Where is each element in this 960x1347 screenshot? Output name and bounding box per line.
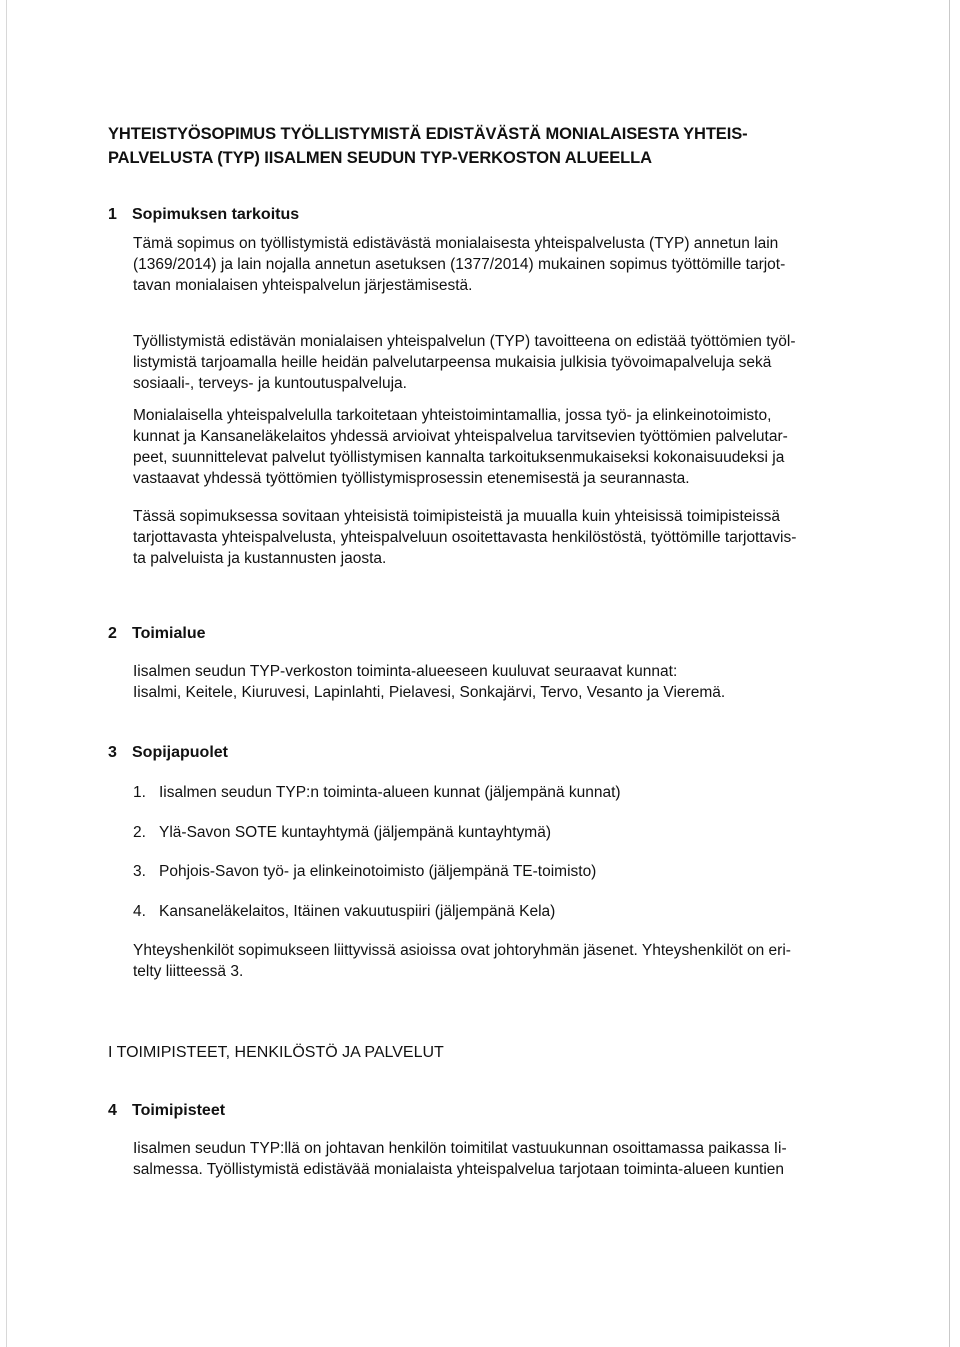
text-line: Iisalmi, Keitele, Kiuruvesi, Lapinlahti, Pielavesi, Sonkajärvi, Tervo, Vesanto ja Vieremä.	[133, 684, 726, 701]
section-title: Toimialue	[132, 625, 206, 642]
list-text: Kansaneläkelaitos, Itäinen vakuutuspiiri (jäljempänä Kela)	[159, 903, 556, 920]
scan-edge-left	[6, 0, 7, 1347]
section-2-heading	[108, 623, 206, 645]
text-line: Iisalmen seudun TYP-verkoston toiminta-alueeseen kuuluvat seuraavat kunnat:	[133, 663, 678, 680]
section-number: 1	[108, 206, 117, 223]
title-line: YHTEISTYÖSOPIMUS TYÖLLISTYMISTÄ EDISTÄVÄSTÄ MONIALAISESTA YHTEIS-	[108, 125, 748, 143]
text-line: listymistä tarjoamalla heille heidän palvelutarpeensa mukaisia julkisia työvoimapalveluja sekä	[133, 354, 772, 371]
text-line: Tässä sopimuksessa sovitaan yhteisistä toimipisteistä ja muualla kuin yhteisissä toimipisteissä	[133, 508, 780, 525]
section-3-paragraph-1	[133, 940, 868, 982]
list-number: 4.	[133, 903, 146, 920]
text-line: tavan monialaisen yhteispalvelun järjestämisestä.	[133, 277, 473, 294]
text-line: sosiaali-, terveys- ja kuntoutuspalveluja.	[133, 375, 407, 392]
section-title: Toimipisteet	[132, 1102, 226, 1119]
text-line: tarjottavasta yhteispalvelusta, yhteispalveluun osoitettavasta henkilöstöstä, työttömille tarjottavis-	[133, 529, 797, 546]
document-title	[108, 122, 848, 170]
list-number: 2.	[133, 824, 146, 841]
text-line: (1369/2014) ja lain nojalla annetun asetuksen (1377/2014) mukainen sopimus työttömille tarjot-	[133, 256, 786, 273]
section-number: 3	[108, 744, 117, 761]
list-text: Pohjois-Savon työ- ja elinkeinotoimisto (jäljempänä TE-toimisto)	[159, 863, 597, 880]
text-line: peet, suunnittelevat palvelut työllistymisen kannalta tarkoituksenmukaiseksi kokonaisuudeksi ja	[133, 449, 785, 466]
section-number: 4	[108, 1102, 117, 1119]
section-3-heading	[108, 742, 228, 764]
text-line: Iisalmen seudun TYP:llä on johtavan henkilön toimitilat vastuukunnan osoittamassa paikassa Ii-	[133, 1140, 787, 1157]
text-line: salmessa. Työllistymistä edistävää monialaista yhteispalvelua tarjotaan toiminta-alueen kuntien	[133, 1161, 785, 1178]
title-line: PALVELUSTA (TYP) IISALMEN SEUDUN TYP-VERKOSTON ALUEELLA	[108, 149, 652, 167]
text-line: kunnat ja Kansaneläkelaitos yhdessä arvioivat yhteispalvelua tarvitsevien työttömien palvelutar-	[133, 428, 788, 445]
section-1-paragraph-3	[133, 405, 868, 489]
text-line: Tämä sopimus on työllistymistä edistävästä monialaisesta yhteispalvelusta (TYP) annetun lain	[133, 235, 779, 252]
party-list-item	[133, 901, 868, 922]
text-line: telty liitteessä 3.	[133, 963, 244, 980]
section-title: Sopimuksen tarkoitus	[132, 206, 300, 223]
text-line: vastaavat yhdessä työttömien työllistymisprosessin etenemisestä ja seurannasta.	[133, 470, 690, 487]
section-1-heading	[108, 204, 299, 226]
section-4-heading	[108, 1100, 225, 1122]
list-number: 1.	[133, 784, 146, 801]
section-4-paragraph-1	[133, 1138, 868, 1180]
section-1-paragraph-4	[133, 506, 868, 569]
section-1-paragraph-1	[133, 233, 868, 296]
section-number: 2	[108, 625, 117, 642]
part-heading: I TOIMIPISTEET, HENKILÖSTÖ JA PALVELUT	[108, 1044, 444, 1061]
text-line: Monialaisella yhteispalvelulla tarkoitetaan yhteistoimintamallia, jossa työ- ja elinkeinotoimisto,	[133, 407, 772, 424]
text-line: ta palveluista ja kustannusten jaosta.	[133, 550, 387, 567]
section-2-paragraph-1	[133, 661, 868, 703]
text-line: Työllistymistä edistävän monialaisen yhteispalvelun (TYP) tavoitteena on edistää työttömien työl-	[133, 333, 796, 350]
party-list-item	[133, 822, 868, 843]
section-1-paragraph-2	[133, 331, 868, 394]
text-line: Yhteyshenkilöt sopimukseen liittyvissä asioissa ovat johtoryhmän jäsenet. Yhteyshenkilöt on eri-	[133, 942, 791, 959]
party-list-item	[133, 782, 868, 803]
scan-edge-right	[949, 0, 950, 1347]
section-title: Sopijapuolet	[132, 744, 228, 761]
list-text: Iisalmen seudun TYP:n toiminta-alueen kunnat (jäljempänä kunnat)	[159, 784, 621, 801]
list-text: Ylä-Savon SOTE kuntayhtymä (jäljempänä kuntayhtymä)	[159, 824, 551, 841]
party-list-item	[133, 861, 868, 882]
list-number: 3.	[133, 863, 146, 880]
